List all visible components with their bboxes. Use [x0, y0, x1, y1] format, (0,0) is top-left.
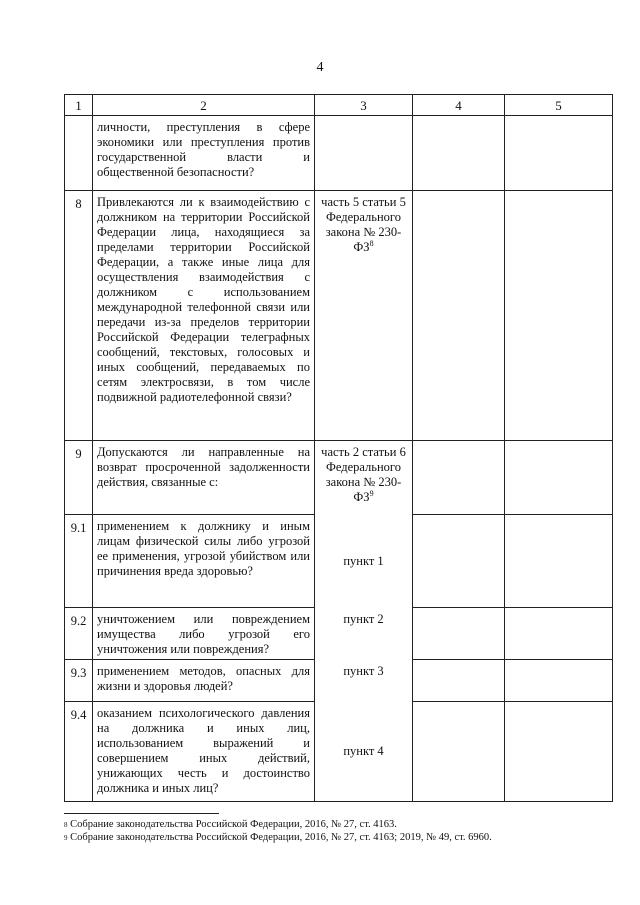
table-row: [65, 608, 613, 660]
table-row: [65, 191, 613, 441]
header-col-5: 5: [505, 95, 613, 116]
checklist-table: [64, 94, 613, 802]
legal-reference: пункт 3: [315, 660, 413, 702]
row-number: 9: [65, 441, 93, 515]
footnote-text: Собрание законодательства Российской Федерации, 2016, № 27, ст. 4163.: [70, 819, 397, 830]
question-text: применением к должнику и иным лицам физической силы либо угрозой ее применения, угрозой убийством или причинения вреда здоровью?: [93, 515, 315, 608]
row-number: 9.2: [65, 608, 93, 660]
legal-reference: [315, 116, 413, 191]
footnote-mark: 8: [64, 821, 68, 829]
question-text: уничтожением или повреждением имущества либо угрозой его уничтожения или повреждения?: [93, 608, 315, 660]
row-number: 9.3: [65, 660, 93, 702]
answer-cell-col4[interactable]: [413, 116, 505, 191]
answer-cell-col4[interactable]: [413, 441, 505, 515]
footnote-text: Собрание законодательства Российской Федерации, 2016, № 27, ст. 4163; 2019, № 49, ст. 6960.: [70, 832, 492, 843]
answer-cell-col5[interactable]: [505, 702, 613, 802]
table-row: [65, 702, 613, 802]
footnote-ref: 8: [369, 238, 374, 248]
row-number: 9.1: [65, 515, 93, 608]
answer-cell-col5[interactable]: [505, 608, 613, 660]
table-header-row: [65, 95, 613, 116]
row-number: [65, 116, 93, 191]
row-number: 9.4: [65, 702, 93, 802]
question-text: применением методов, опасных для жизни и здоровья людей?: [93, 660, 315, 702]
answer-cell-col5[interactable]: [505, 660, 613, 702]
question-text: личности, преступления в сфере экономики или преступления против государственной власти и общественной безопасности?: [93, 116, 315, 191]
question-text: Допускаются ли направленные на возврат просроченной задолженности действия, связанные с:: [93, 441, 315, 515]
answer-cell-col4[interactable]: [413, 660, 505, 702]
footnote: [64, 832, 492, 844]
legal-reference: [315, 441, 413, 515]
footnote: [64, 819, 397, 831]
header-col-1: 1: [65, 95, 93, 116]
question-text: Привлекаются ли к взаимодействию с должником на территории Российской Федерации лица, находящиеся за пределами территории Российской Федерации, а также иные лица для осуществления взаимодействия с должником с использованием международной телефонной связи или передачи из-за пределов территории Российской Федерации телеграфных сообщений, текстовых, голосовых и иных сообщений, передаваемых по сетям электросвязи, в том числе подвижной радиотелефонной связи?: [93, 191, 315, 441]
table-row: [65, 441, 613, 515]
legal-reference: [315, 191, 413, 441]
answer-cell-col4[interactable]: [413, 515, 505, 608]
header-col-3: 3: [315, 95, 413, 116]
row-number: 8: [65, 191, 93, 441]
answer-cell-col4[interactable]: [413, 702, 505, 802]
legal-reference: пункт 4: [315, 702, 413, 802]
legal-reference: пункт 1: [315, 515, 413, 608]
question-text: оказанием психологического давления на должника и иных лиц, использованием выражений и совершением иных действий, унижающих честь и достоинство должника и иных лиц?: [93, 702, 315, 802]
table-row: [65, 515, 613, 608]
legal-reference-text: часть 2 статьи 6 Федерального закона № 230-ФЗ: [321, 445, 406, 504]
legal-reference: пункт 2: [315, 608, 413, 660]
answer-cell-col5[interactable]: [505, 116, 613, 191]
footnote-ref: 9: [369, 488, 374, 498]
legal-reference-text: часть 5 статьи 5 Федерального закона № 230-ФЗ: [321, 195, 406, 254]
answer-cell-col5[interactable]: [505, 515, 613, 608]
page-number: 4: [316, 60, 324, 75]
answer-cell-col4[interactable]: [413, 608, 505, 660]
answer-cell-col5[interactable]: [505, 441, 613, 515]
footnote-mark: 9: [64, 834, 68, 842]
answer-cell-col4[interactable]: [413, 191, 505, 441]
footnote-divider: [64, 813, 219, 814]
table-row: [65, 116, 613, 191]
header-col-2: 2: [93, 95, 315, 116]
table-row: [65, 660, 613, 702]
answer-cell-col5[interactable]: [505, 191, 613, 441]
header-col-4: 4: [413, 95, 505, 116]
